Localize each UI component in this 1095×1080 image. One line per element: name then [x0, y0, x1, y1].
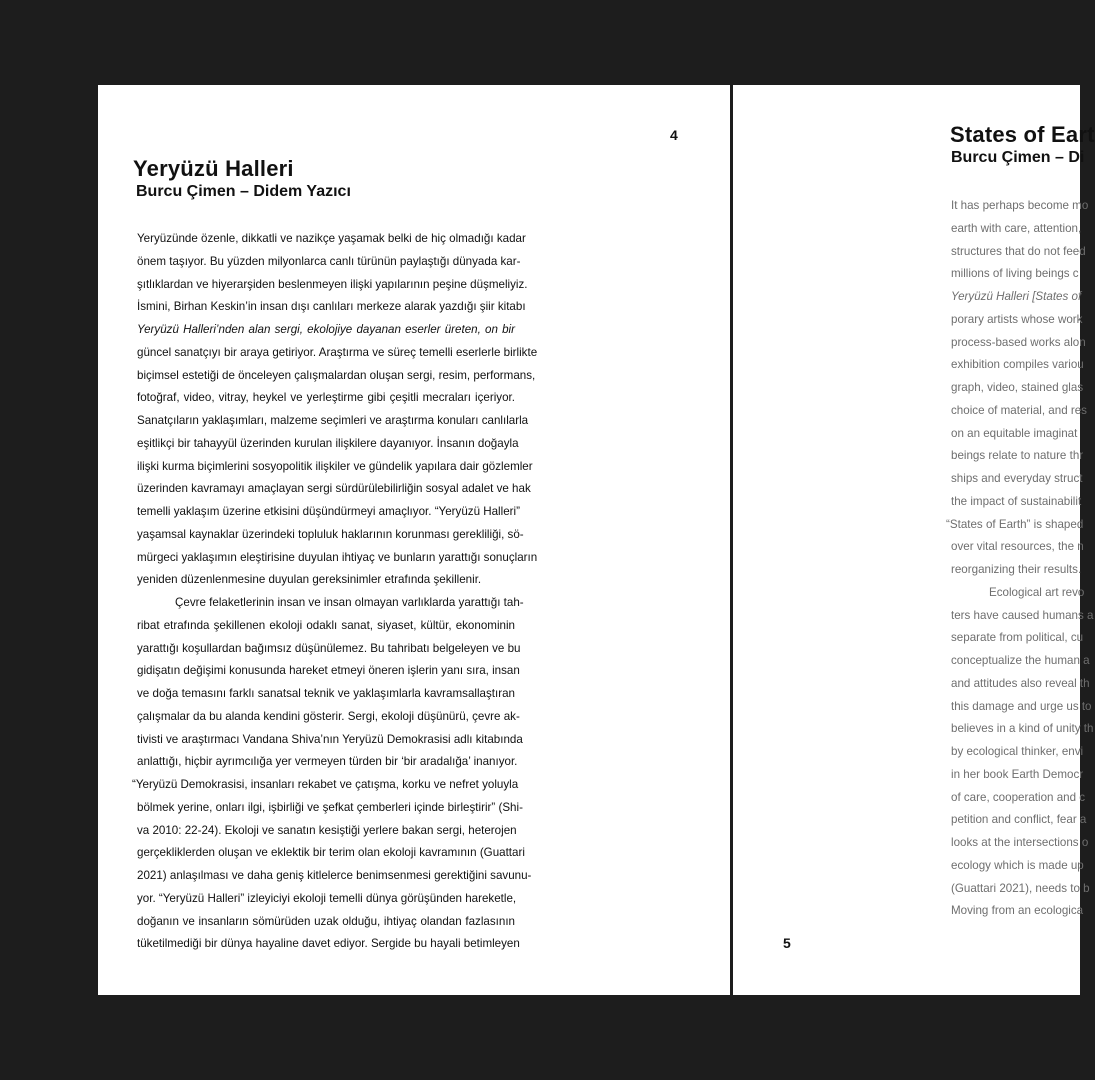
text-line: biçimsel estetiği de önceleyen çalışmalardan oluşan sergi, resim, performans,: [137, 368, 536, 382]
text-line: ribat etrafında şekillenen ekoloji odaklı sanat, siyaset, kültür, ekonominin: [137, 618, 515, 632]
text-line: and attitudes also reveal th: [951, 676, 1090, 690]
text-line: this damage and urge us to: [951, 699, 1092, 713]
text-line: gidişatın değişimi konusunda hareket etmeyi öneren işlerin yanı sıra, insan: [137, 664, 520, 678]
text-line: fotoğraf, video, vitray, heykel ve yerleştirme gibi çeşitli mecraları içeriyor.: [137, 391, 515, 405]
text-line: üzerinden kavramayı amaçlayan sergi sürdürülebilirliğin sosyal adalet ve hak: [137, 482, 531, 496]
text-line: va 2010: 22-24). Ekoloji ve sanatın kesiştiği yerlere bakan sergi, heterojen: [137, 823, 517, 837]
text-line: reorganizing their results.: [951, 563, 1082, 576]
text-line: çalışmalar da bu alanda kendini gösterir. Sergi, ekoloji düşünürü, çevre ak-: [137, 709, 520, 723]
text-line: önem taşıyor. Bu yüzden milyonlarca canlı türünün paylaştığı dünyada kar-: [137, 254, 521, 268]
text-line: the impact of sustainabilit: [951, 494, 1082, 508]
text-line: separate from political, cu: [951, 631, 1084, 645]
text-line: tivisti ve araştırmacı Vandana Shiva’nın Yeryüzü Demokrasisi adlı kitabında: [137, 732, 523, 746]
left-page: [98, 85, 730, 995]
text-line: millions of living beings c: [951, 267, 1079, 281]
text-line: of care, cooperation and c: [951, 790, 1086, 804]
article-authors: Burcu Çimen – Di: [951, 149, 1085, 166]
text-line: mürgeci yaklaşımın eleştirisine duyulan ihtiyaç ve bunların yarattığı sonuçların: [137, 550, 538, 564]
text-line: eşitlikçi bir tahayyül üzerinden kurulan ilişkilere dayanıyor. İnsanın doğayla: [137, 436, 519, 450]
text-line: temelli yaklaşım üzerine etkisini düşündürmeyi amaçlıyor. “Yeryüzü Halleri”: [137, 505, 520, 518]
text-line: It has perhaps become mo: [951, 199, 1089, 212]
text-line: “Yeryüzü Demokrasisi, insanları rekabet ve çatışma, korku ve nefret yoluyla: [132, 778, 519, 791]
article-authors: Burcu Çimen – Didem Yazıcı: [136, 183, 351, 200]
text-line: anlattığı, hiçbir ayrımcılığa yer vermeyen türden bir ‘bir aradalığa’ inanıyor.: [137, 755, 518, 769]
text-line: güncel sanatçıyı bir araya getiriyor. Araştırma ve süreç temelli eserlerle birlikte: [137, 345, 538, 359]
text-line: bölmek yerine, onları ilgi, işbirliği ve şefkat çemberleri içinde birleştirir” (Shi-: [137, 800, 523, 814]
right-page: [733, 85, 1095, 995]
page-number: 5: [783, 935, 791, 951]
text-line: ecology which is made up: [951, 858, 1084, 872]
text-line: Yeryüzü Halleri [States of: [951, 290, 1082, 303]
text-line: porary artists whose work: [951, 312, 1083, 326]
text-line: Çevre felaketlerinin insan ve insan olmayan varlıklarda yarattığı tah-: [175, 596, 524, 609]
text-line: 2021) anlaşılması ve daha geniş kitlelerce benimsenmesi gerektiğini savunu-: [137, 869, 532, 882]
text-line: ilişki kurma biçimlerini sosyopolitik ilişkiler ve gündelik yapılara dair gözlemler: [137, 459, 533, 473]
text-line: Sanatçıların yaklaşımları, malzeme seçimleri ve araştırma konuları canlılarla: [137, 414, 529, 427]
text-line: (Guattari 2021), needs to b: [951, 881, 1090, 895]
text-line: earth with care, attention,: [951, 221, 1082, 235]
text-line: yaşamsal kaynaklar üzerindeki topluluk haklarının korunması gerekliliği, sö-: [137, 527, 524, 541]
text-line: tüketilmediği bir dünya hayaline davet ediyor. Sergide bu hayali betimleyen: [137, 937, 520, 951]
text-line: choice of material, and res: [951, 403, 1087, 417]
body-text: [132, 228, 538, 956]
body-text: [946, 195, 1094, 923]
text-line: believes in a kind of unity th: [951, 722, 1094, 736]
text-line: in her book Earth Democr: [951, 767, 1084, 781]
text-line: conceptualize the human a: [951, 654, 1090, 667]
text-line: petition and conflict, fear a: [951, 813, 1087, 827]
text-line: şıtlıklardan ve hiyerarşiden beslenmeyen ilişki yapılarının peşine düşmeliyiz.: [137, 277, 528, 291]
text-line: Moving from an ecologica: [951, 904, 1084, 918]
text-line: Ecological art revo: [989, 585, 1085, 599]
text-line: ships and everyday struct: [951, 472, 1083, 485]
text-line: doğanın ve insanların sömürüden uzak olduğu, ihtiyaç olandan fazlasının: [137, 914, 515, 928]
text-line: İsmini, Birhan Keskin’in insan dışı canlıları merkeze alarak yazdığı şiir kitabı: [137, 300, 526, 314]
text-line: over vital resources, the n: [951, 540, 1084, 554]
text-line: exhibition compiles variou: [951, 358, 1084, 372]
text-line: structures that do not feed: [951, 244, 1086, 258]
text-line: looks at the intersections o: [951, 836, 1089, 849]
text-line: on an equitable imaginat: [951, 426, 1078, 440]
text-line: process-based works alon: [951, 335, 1086, 349]
text-line: gerçekliklerden oluşan ve eklektik bir terim olan ekoloji kavramının (Guattari: [137, 846, 525, 860]
text-line: yeniden düzenlenmesine duyulan gereksinimler etrafında şekillenir.: [137, 573, 482, 587]
page-number: 4: [670, 127, 678, 143]
text-line: ters have caused humans a: [951, 608, 1094, 622]
text-line: beings relate to nature thr: [951, 449, 1084, 463]
text-line: yarattığı koşullardan bağımsız düşünülemez. Bu tahribatı belgeleyen ve bu: [137, 641, 521, 655]
text-line: graph, video, stained glas: [951, 381, 1084, 394]
text-line: by ecological thinker, envi: [951, 745, 1084, 758]
text-line: “States of Earth” is shaped: [946, 517, 1084, 531]
article-title: States of Eart: [950, 122, 1095, 147]
text-line: Yeryüzü Halleri’nden alan sergi, ekolojiye dayanan eserler üreten, on bir: [137, 323, 515, 336]
text-line: ve doğa temasını farklı sanatsal teknik ve yaklaşımlarla kavramsallaştıran: [137, 687, 515, 700]
text-line: Yeryüzünde özenle, dikkatli ve nazikçe yaşamak belki de hiç olmadığı kadar: [137, 232, 526, 245]
text-line: yor. “Yeryüzü Halleri” izleyiciyi ekoloji temelli dünya görüşünden hareketle,: [137, 891, 517, 905]
article-title: Yeryüzü Halleri: [133, 156, 294, 181]
